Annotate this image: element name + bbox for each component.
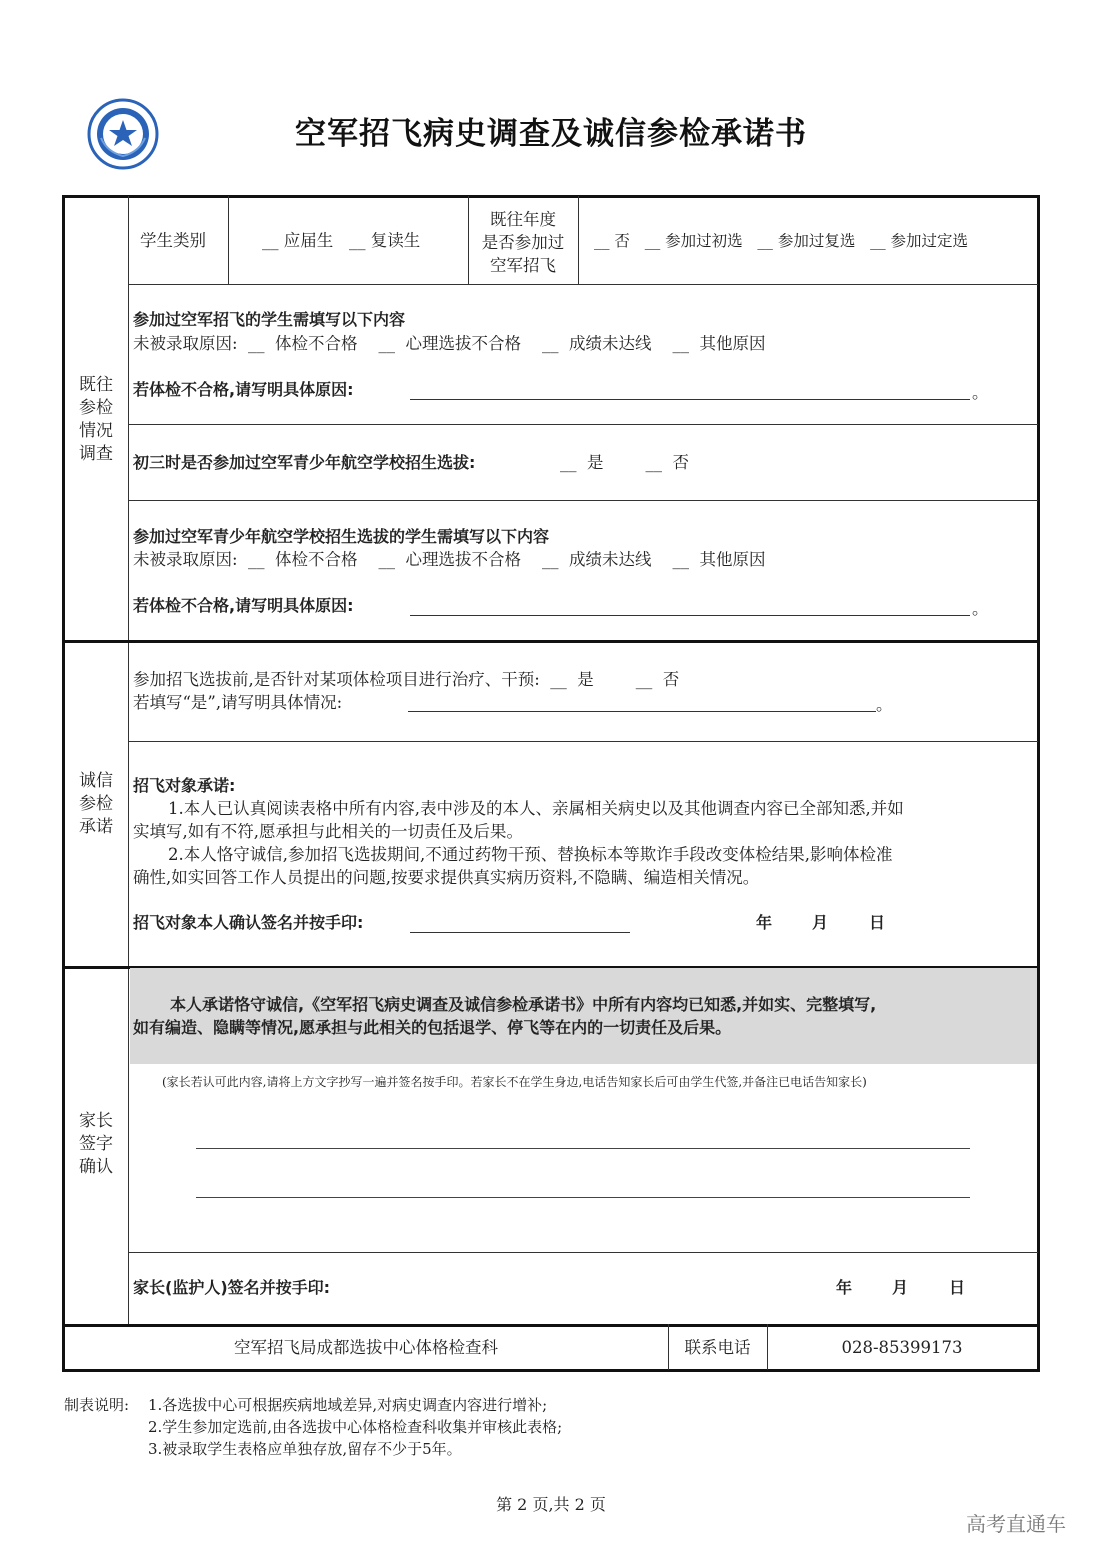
parent-date-month: 月 <box>892 1278 909 1297</box>
notes-item1: 1.各选拔中心可根据疾病地域差异,对病史调查内容进行增补; <box>148 1396 548 1414</box>
section-label-parent: 家长签字确认 <box>79 1111 113 1177</box>
promise-item2-line1: 2.本人恪守诚信,参加招飞选拔期间,不通过药物干预、替换标本等欺诈手段改变体检结果,影响体检准 <box>168 845 893 864</box>
treatment-detail-label: 若填写“是”,请写明具体情况: <box>133 693 343 712</box>
promise-item1-line2: 实填写,如有不符,愿承担与此相关的一切责任及后果。 <box>133 822 523 841</box>
history-block2-detail-field[interactable] <box>410 599 970 616</box>
history-block1-detail-field[interactable] <box>410 383 970 400</box>
history-block2-detail-end: 。 <box>972 599 989 618</box>
parent-note: (家长若认可此内容,请将上方文字抄写一遍并签名按手印。若家长不在学生身边,电话告知家长后可由学生代签,并备注已电话告知家长) <box>162 1075 867 1089</box>
page-number: 第 2 页,共 2 页 <box>496 1495 606 1514</box>
student-sign-field[interactable] <box>410 916 630 933</box>
youth-school-question: 初三时是否参加过空军青少年航空学校招生选拔: <box>133 453 476 472</box>
student-date-year: 年 <box>756 913 773 932</box>
contact-label: 联系电话 <box>684 1338 751 1357</box>
contact-phone: 028-85399173 <box>841 1338 963 1357</box>
treatment-detail-field[interactable] <box>408 695 876 712</box>
history-block1-heading: 参加过空军招飞的学生需填写以下内容 <box>133 310 406 329</box>
parent-date-day: 日 <box>949 1278 966 1297</box>
history-block1-detail-end: 。 <box>972 383 989 402</box>
history-block2-heading: 参加过空军青少年航空学校招生选拔的学生需填写以下内容 <box>133 527 550 546</box>
prev-year-label-line2: 是否参加过 <box>481 233 565 252</box>
watermark-text: 高考直通车 <box>966 1512 1066 1536</box>
notes-item2: 2.学生参加定选前,由各选拔中心体格检查科收集并审核此表格; <box>148 1418 563 1436</box>
section-label-integrity: 诚信参检承诺 <box>79 771 113 837</box>
parent-statement-line1: 本人承诺恪守诚信,《空军招飞病史调查及诚信参检承诺书》中所有内容均已知悉,并如实、完整填写, <box>170 995 877 1014</box>
history-block2-reasons[interactable]: 未被录取原因: __ 体检不合格 __ 心理选拔不合格 __ 成绩未达线 __ 其他原因 <box>133 550 766 569</box>
prev-year-options[interactable]: __ 否 __ 参加过初选 __ 参加过复选 __ 参加过定选 <box>594 232 969 250</box>
promise-item2-line2: 确性,如实回答工作人员提出的问题,按要求提供真实病历资料,不隐瞒、编造相关情况。 <box>133 868 760 887</box>
student-sign-label: 招飞对象本人确认签名并按手印: <box>133 913 364 932</box>
notes-prefix: 制表说明: <box>64 1396 130 1414</box>
history-block1-reasons[interactable]: 未被录取原因: __ 体检不合格 __ 心理选拔不合格 __ 成绩未达线 __ 其他原因 <box>133 334 766 353</box>
treatment-detail-end: 。 <box>876 695 893 714</box>
parent-statement-line2: 如有编造、隐瞒等情况,愿承担与此相关的包括退学、停飞等在内的一切责任及后果。 <box>133 1018 732 1037</box>
section-label-history: 既往参检情况调查 <box>79 375 113 464</box>
student-category-options[interactable]: __ 应届生 __ 复读生 <box>262 231 421 250</box>
prev-year-label-line1: 既往年度 <box>490 210 556 229</box>
history-block2-detail-label: 若体检不合格,请写明具体原因: <box>133 596 354 615</box>
notes-item3: 3.被录取学生表格应单独存放,留存不少于5年。 <box>148 1440 462 1458</box>
page-title: 空军招飞病史调查及诚信参检承诺书 <box>295 116 807 152</box>
treatment-question[interactable]: 参加招飞选拔前,是否针对某项体检项目进行治疗、干预: __ 是 __ 否 <box>133 670 680 689</box>
promise-item1-line1: 1.本人已认真阅读表格中所有内容,表中涉及的本人、亲属相关病史以及其他调查内容已全部知悉,并如 <box>168 799 904 818</box>
parent-copy-line1[interactable] <box>196 1148 970 1149</box>
parent-copy-line2[interactable] <box>196 1197 970 1198</box>
parent-sign-label: 家长(监护人)签名并按手印: <box>133 1278 331 1297</box>
promise-heading: 招飞对象承诺: <box>133 776 236 795</box>
student-category-label: 学生类别 <box>140 231 206 250</box>
parent-date-year: 年 <box>836 1278 853 1297</box>
prev-year-label-line3: 空军招飞 <box>490 256 556 275</box>
history-block1-detail-label: 若体检不合格,请写明具体原因: <box>133 380 354 399</box>
org-name: 空军招飞局成都选拔中心体格检查科 <box>234 1338 498 1357</box>
student-date-month: 月 <box>812 913 829 932</box>
student-date-day: 日 <box>869 913 886 932</box>
youth-school-options[interactable]: __ 是 __ 否 <box>560 453 689 472</box>
